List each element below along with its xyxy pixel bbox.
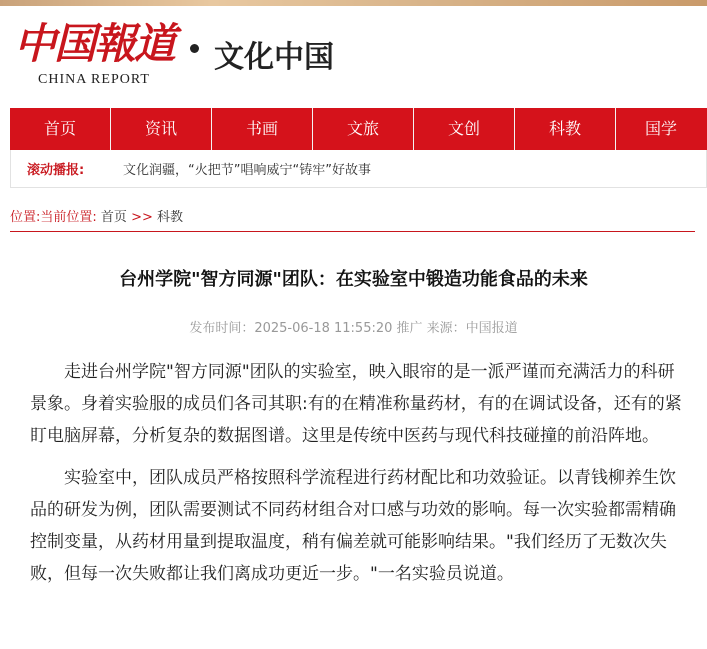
main-nav (10, 108, 707, 150)
nav-item-creative[interactable]: 文创 (414, 108, 515, 150)
nav-item-sinology[interactable]: 国学 (644, 119, 677, 138)
article-meta: 发布时间：2025-06-18 11:55:20 推广 来源：中国报道 (189, 321, 518, 336)
channel-title: 文化中国 (214, 40, 334, 75)
article-paragraph: 实验室中，团队成员严格按照科学流程进行药材配比和功效验证。以青钱柳养生饮品的研发为例，团队需要测试不同药材组合对口感与功效的影响。每一次实验都需精确控制变量，从药材用量到提取温度，稍有偏差就可能影响结果。"我们经历了无数次失败，但每一次失败都让我们离成功更近一步。"一名实验员说道。 (30, 468, 676, 584)
breadcrumb-divider (10, 231, 695, 232)
top-decorative-strip (0, 0, 707, 6)
nav-item-culture-travel[interactable]: 文旅 (313, 108, 414, 150)
nav-item-home[interactable]: 首页 (10, 108, 111, 150)
article-body (30, 356, 685, 600)
breadcrumb-label: 位置:当前位置: (10, 210, 97, 225)
nav-item-calligraphy[interactable]: 书画 (212, 108, 313, 150)
breadcrumb (10, 206, 183, 225)
nav-item-science-edu[interactable]: 科教 (515, 108, 616, 150)
article-title: 台州学院"智方同源"团队：在实验室中锻造功能食品的未来 (119, 269, 588, 290)
nav-item-news[interactable]: 资讯 (111, 108, 212, 150)
china-report-logo[interactable]: 中国報道 (14, 19, 175, 68)
news-ticker (10, 150, 707, 188)
masthead (14, 18, 694, 98)
breadcrumb-current-link[interactable]: 科教 (157, 210, 184, 225)
breadcrumb-home-link[interactable]: 首页 (100, 210, 127, 225)
separator-dot (190, 44, 199, 53)
china-report-logo-english: CHINA REPORT (38, 72, 150, 87)
breadcrumb-separator: >> (131, 210, 153, 225)
ticker-label: 滚动播报: (27, 163, 85, 178)
ticker-headline-link[interactable]: 文化润疆，“火把节”唱响威宁“铸牢”好故事 (123, 163, 371, 178)
article-paragraph: 走进台州学院"智方同源"团队的实验室，映入眼帘的是一派严谨而充满活力的科研景象。身着实验服的成员们各司其职:有的在精准称量药材，有的在调试设备，还有的紧盯电脑屏幕，分析复杂的数据图谱。这里是传统中医药与现代科技碰撞的前沿阵地。 (30, 362, 682, 446)
